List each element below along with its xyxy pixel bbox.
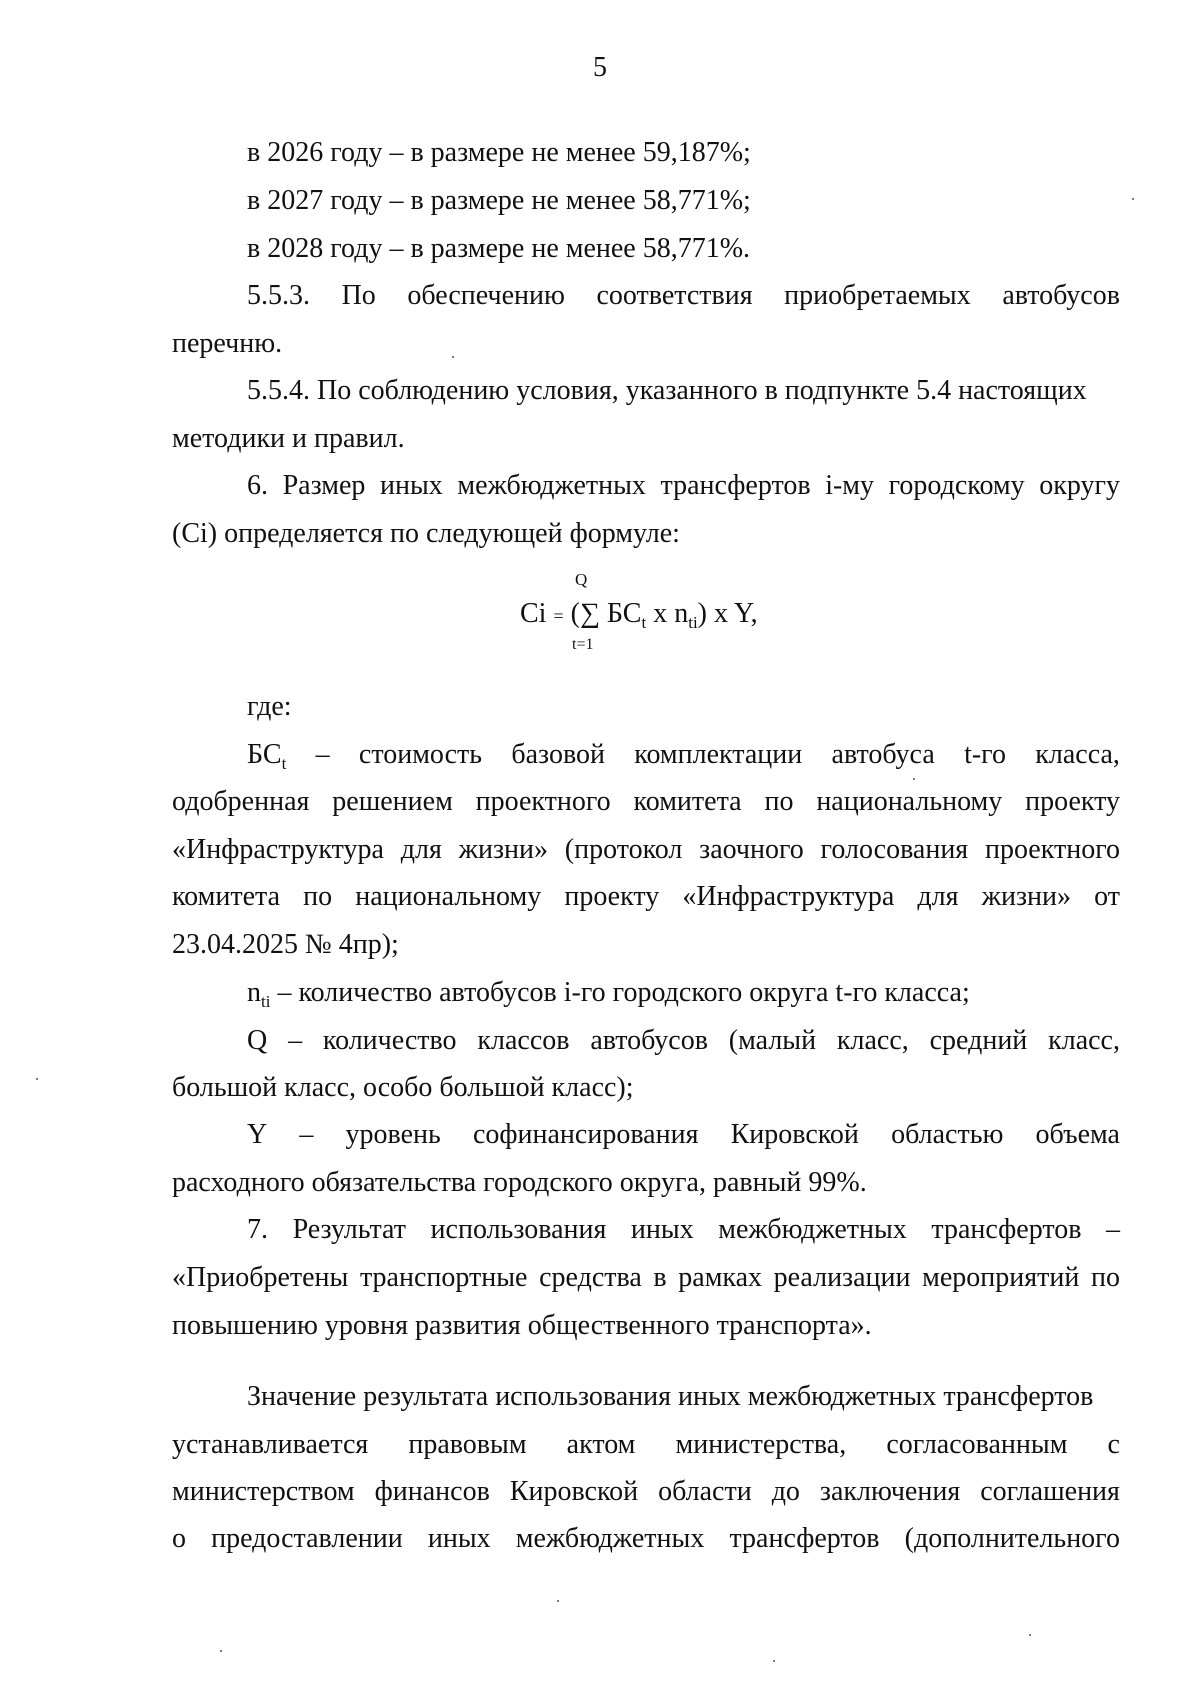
word: софинансирования: [472, 1119, 699, 1150]
word: обеспечению: [407, 280, 565, 311]
text-line: перечню.: [172, 328, 283, 359]
word: «Приобретены: [172, 1262, 349, 1293]
word: заключения: [819, 1476, 961, 1507]
paragraph-7: [247, 1213, 1120, 1247]
scan-speck: [1029, 1634, 1031, 1636]
text-line: [172, 1522, 1120, 1556]
word: области: [658, 1476, 752, 1507]
word: комплектации: [634, 739, 803, 770]
word: по: [1090, 1262, 1120, 1293]
word: межбюджетных: [515, 1523, 705, 1554]
word: согласованным: [886, 1429, 1068, 1460]
scan-speck: [220, 1650, 222, 1652]
word: приобретаемых: [784, 280, 971, 311]
formula-upper-limit: Q: [575, 570, 588, 589]
word: (дополнительного: [904, 1523, 1120, 1554]
scan-speck: [36, 1078, 38, 1080]
word: межбюджетных: [718, 1214, 907, 1245]
word: жизни»: [458, 834, 548, 865]
word: «Инфраструктура: [682, 881, 895, 912]
word: для: [400, 834, 442, 865]
text-line: большой класс, особо большой класс);: [172, 1072, 634, 1103]
word: класса,: [1035, 739, 1120, 770]
scan-speck: [773, 1660, 775, 1662]
page-number: 5: [593, 52, 607, 83]
word: –: [1106, 1214, 1120, 1245]
word: комитета: [172, 881, 281, 912]
word: по: [303, 881, 333, 912]
word: Кировской: [730, 1119, 859, 1150]
word: заочного: [699, 834, 804, 865]
word: решением: [332, 786, 453, 817]
word: мероприятий: [922, 1262, 1080, 1293]
word: с: [1107, 1429, 1120, 1460]
definition-q: [247, 1024, 1120, 1058]
word: иных: [427, 1523, 491, 1554]
text-line: в 2028 году – в размере не менее 58,771%.: [247, 233, 751, 264]
symbol-n: $n_{ti}$: [247, 977, 271, 1011]
formula-main: Ci = (∑ $БС_t$ x $n_{ti}$) x Y,: [520, 598, 758, 632]
word: о: [172, 1523, 186, 1554]
word: проектного: [984, 834, 1120, 865]
word: 5.5.3.: [247, 280, 310, 311]
text-line: Значение результата использования иных межбюджетных трансфертов: [247, 1381, 1094, 1412]
text-line: [172, 1261, 1120, 1295]
word: автобусов: [1002, 280, 1120, 311]
word: проекту: [564, 881, 660, 912]
scan-speck: [1132, 198, 1134, 200]
word: 6.: [247, 470, 268, 501]
word: одобренная: [172, 786, 310, 817]
paragraph-5-5-4: 5.5.4. По соблюдению условия, указанного в подпункте 5.4 настоящих: [247, 375, 1087, 406]
word: трансфертов: [660, 470, 811, 501]
word: по: [764, 786, 794, 817]
text-line: [172, 880, 1120, 914]
text-line: в 2026 году – в размере не менее 59,187%;: [247, 137, 751, 168]
text-line: (Ci) определяется по следующей формуле:: [172, 518, 680, 549]
word: устанавливается: [172, 1429, 369, 1460]
word: реализации: [773, 1262, 911, 1293]
text-line: повышению уровня развития общественного транспорта».: [172, 1310, 872, 1341]
word: иных: [630, 1214, 694, 1245]
word: стоимость: [358, 739, 483, 770]
word: количество: [322, 1025, 457, 1056]
word: актом: [566, 1429, 636, 1460]
word: национальному: [816, 786, 1003, 817]
definition-y: [247, 1118, 1120, 1152]
word: уровень: [345, 1119, 441, 1150]
text-line: методики и правил.: [172, 423, 405, 454]
word: объема: [1035, 1119, 1120, 1150]
text-line: [172, 1428, 1120, 1462]
definition-bc: [247, 738, 1120, 772]
word: Q: [247, 1025, 268, 1056]
word: Y: [247, 1119, 268, 1150]
word: средний: [929, 1025, 1028, 1056]
word: городскому: [888, 470, 1025, 501]
word: для: [917, 881, 959, 912]
scan-speck: [452, 356, 454, 358]
word: транспортные: [359, 1262, 528, 1293]
formula-lower-limit: t=1: [572, 636, 594, 653]
word: автобуса: [831, 739, 935, 770]
word: (протокол: [564, 834, 683, 865]
word: i-му: [825, 470, 875, 501]
word: –: [288, 1025, 303, 1056]
word: правовым: [408, 1429, 527, 1460]
word: национальному: [355, 881, 542, 912]
symbol-bc: $БС_t$: [247, 739, 287, 773]
word: проекту: [1025, 786, 1120, 817]
text-line: [172, 785, 1120, 819]
word: рамках: [678, 1262, 763, 1293]
word: иных: [380, 470, 443, 501]
word: 7.: [247, 1214, 268, 1245]
word: автобусов: [590, 1025, 708, 1056]
word: –: [315, 739, 330, 770]
paragraph-5-5-3: [247, 279, 1120, 313]
text-line: [172, 833, 1120, 867]
word: проектного: [475, 786, 611, 817]
word: округу: [1039, 470, 1120, 501]
word: t-го: [964, 739, 1006, 770]
word: Размер: [282, 470, 366, 501]
word: –: [299, 1119, 314, 1150]
text-line: в 2027 году – в размере не менее 58,771%;: [247, 185, 751, 216]
word: классов: [477, 1025, 570, 1056]
text-line: [172, 1475, 1120, 1509]
word: министерства,: [675, 1429, 847, 1460]
word: Кировской: [509, 1476, 639, 1507]
word: жизни»: [981, 881, 1071, 912]
word: областью: [891, 1119, 1004, 1150]
word: комитета: [633, 786, 742, 817]
word: базовой: [511, 739, 605, 770]
word: средства: [539, 1262, 642, 1293]
word: соглашения: [980, 1476, 1120, 1507]
word: министерством: [172, 1476, 355, 1507]
formula: [520, 570, 820, 660]
definition-n: $n_{ti}$ – количество автобусов i-го городского округа t-го класса;: [247, 977, 970, 1011]
word: предоставлении: [211, 1523, 403, 1554]
word: Результат: [292, 1214, 406, 1245]
word: (малый: [728, 1025, 817, 1056]
word: «Инфраструктура: [172, 834, 384, 865]
paragraph-6: [247, 469, 1120, 503]
word: голосования: [820, 834, 969, 865]
word: финансов: [374, 1476, 490, 1507]
word: соответствия: [596, 280, 753, 311]
word: использования: [430, 1214, 607, 1245]
text-line: 23.04.2025 № 4пр);: [172, 929, 399, 960]
text-line: где:: [247, 691, 292, 722]
word: в: [653, 1262, 667, 1293]
text-line: расходного обязательства городского округа, равный 99%.: [172, 1167, 867, 1198]
word: до: [771, 1476, 800, 1507]
word: класс,: [836, 1025, 909, 1056]
word: межбюджетных: [457, 470, 646, 501]
word: класс,: [1048, 1025, 1120, 1056]
scan-speck: [913, 778, 915, 780]
scan-speck: [557, 1600, 559, 1602]
word: трансфертов: [931, 1214, 1082, 1245]
word: По: [341, 280, 376, 311]
word: от: [1094, 881, 1120, 912]
word: трансфертов: [729, 1523, 880, 1554]
